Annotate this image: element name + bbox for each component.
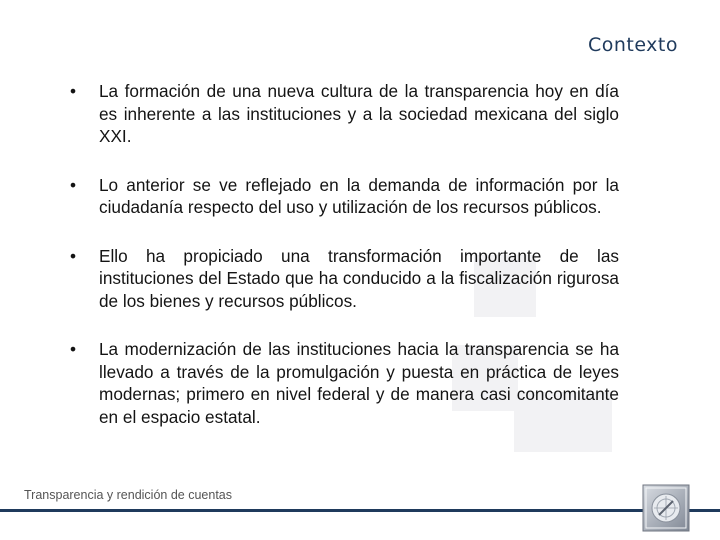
bullet-item	[70, 80, 619, 148]
bullet-item	[70, 338, 619, 428]
institution-seal-icon	[642, 484, 690, 532]
bullet-text: La formación de una nueva cultura de la transparencia hoy en día es inherente a las instituciones y a la sociedad mexicana del siglo XXI.	[99, 81, 619, 146]
footer-divider	[0, 509, 720, 512]
bullet-text: Ello ha propiciado una transformación importante de las instituciones del Estado que ha conducido a la fiscalización rigurosa de los bienes y recursos públicos.	[99, 245, 619, 311]
bullet-item	[70, 245, 619, 313]
bullet-marker: •	[70, 245, 77, 266]
bullet-marker: •	[70, 339, 77, 359]
bullet-list	[70, 80, 619, 454]
slide-title: Contexto	[587, 34, 678, 56]
bullet-marker: •	[70, 174, 77, 195]
bullet-item	[70, 174, 619, 219]
footer-text: Transparencia y rendición de cuentas	[24, 488, 232, 502]
bullet-text: Lo anterior se ve reflejado en la demanda de información por la ciudadanía respecto del uso y utilización de los recursos públicos.	[99, 174, 619, 217]
bullet-text: La modernización de las instituciones hacia la transparencia se ha llevado a través de la promulgación y puesta en práctica de leyes modernas; primero en nivel federal y de manera casi concomitante en el espacio estatal.	[99, 339, 619, 427]
bullet-marker: •	[70, 81, 77, 101]
